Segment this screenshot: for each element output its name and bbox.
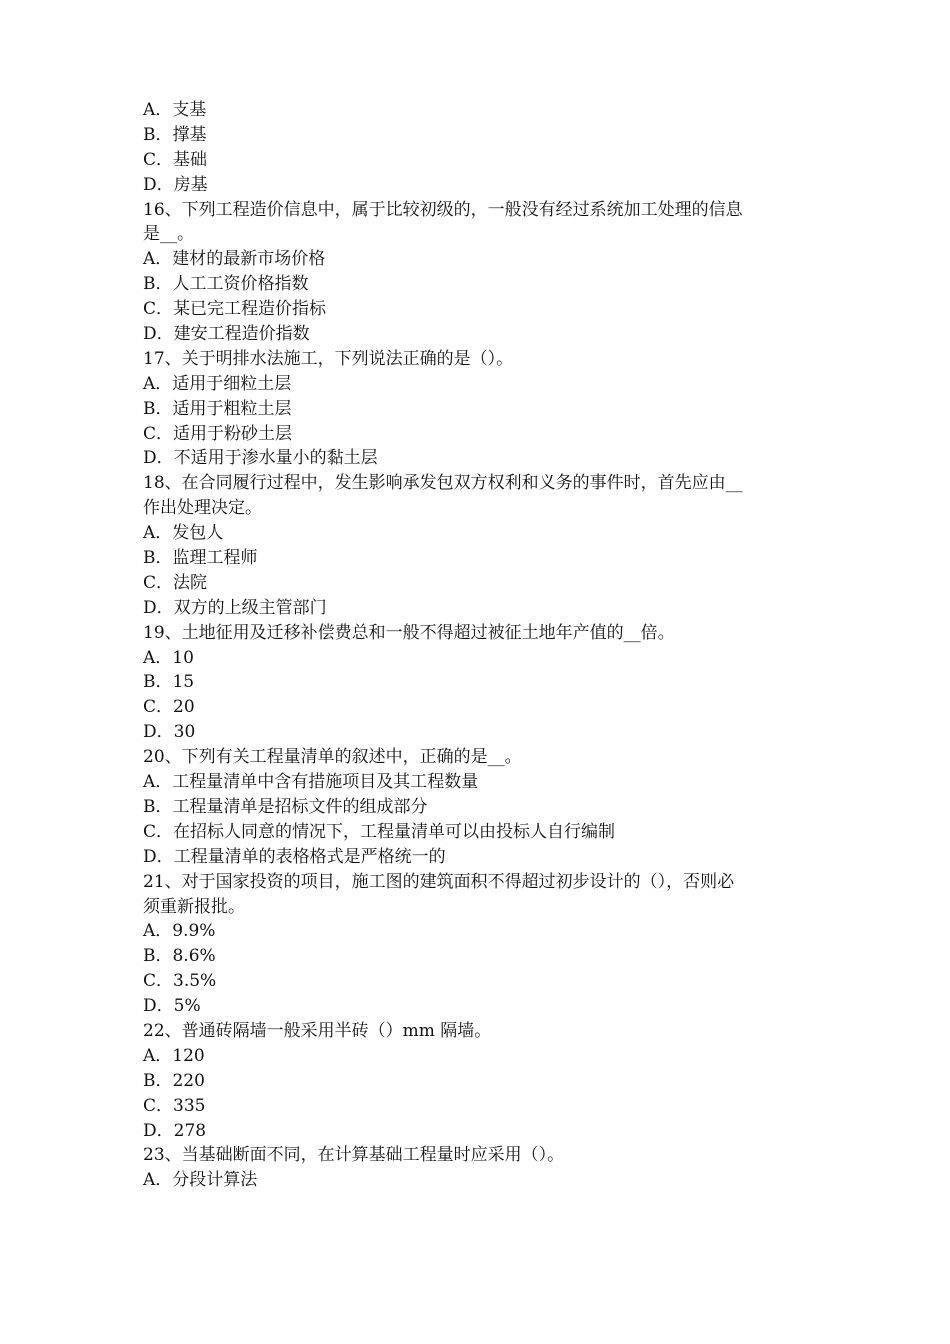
option-b: B．撑基 [143, 124, 207, 145]
option-a: A．10 [143, 647, 194, 668]
option-d: D．建安工程造价指数 [143, 324, 310, 345]
option-a: A．支基 [143, 100, 207, 120]
document-page [143, 98, 815, 1193]
question-22: 22、普通砖隔墙一般采用半砖（）mm 隔墙。 [143, 1020, 492, 1041]
option-c: C．335 [143, 1095, 206, 1116]
question-17: 17、关于明排水法施工，下列说法正确的是（）。 [143, 348, 514, 369]
option-d: D．278 [143, 1120, 207, 1141]
option-d: D．30 [143, 722, 196, 743]
question-23: 23、当基础断面不同，在计算基础工程量时应采用（）。 [143, 1145, 565, 1166]
question-18-continued: 作出处理决定。 [143, 498, 262, 519]
option-c: C．3.5% [143, 971, 217, 992]
question-21-continued: 须重新报批。 [143, 896, 245, 917]
question-21: 21、对于国家投资的项目，施工图的建筑面积不得超过初步设计的（），否则必 [143, 871, 735, 892]
option-a: A．分段计算法 [143, 1170, 258, 1191]
option-d: D．双方的上级主管部门 [143, 597, 327, 618]
option-d: D．5% [143, 996, 201, 1017]
question-20: 20、下列有关工程量清单的叙述中，正确的是__。 [143, 747, 522, 768]
option-c: C．基础 [143, 149, 208, 170]
option-b: B．人工工资价格指数 [143, 274, 309, 295]
option-a: A．发包人 [143, 523, 224, 544]
option-b: B．工程量清单是招标文件的组成部分 [143, 796, 428, 817]
option-b: B．监理工程师 [143, 548, 258, 569]
option-c: C．法院 [143, 572, 208, 593]
option-d: D．房基 [143, 174, 208, 195]
option-b: B．15 [143, 672, 195, 693]
option-b: B．适用于粗粒土层 [143, 398, 292, 419]
option-b: B．8.6% [143, 946, 216, 967]
option-d: D．不适用于渗水量小的黏土层 [143, 448, 378, 469]
option-a: A．工程量清单中含有措施项目及其工程数量 [143, 772, 479, 793]
option-a: A．120 [143, 1045, 205, 1066]
option-c: C．适用于粉砂土层 [143, 423, 293, 444]
question-19: 19、土地征用及迁移补偿费总和一般不得超过被征土地年产值的__倍。 [143, 622, 675, 643]
question-18: 18、在合同履行过程中，发生影响承发包双方权利和义务的事件时，首先应由__ [143, 473, 743, 494]
question-16: 16、下列工程造价信息中，属于比较初级的，一般没有经过系统加工处理的信息 [143, 199, 743, 220]
option-a: A．9.9% [143, 921, 216, 942]
option-c: C．20 [143, 697, 195, 718]
question-16-continued: 是__。 [143, 224, 194, 245]
option-a: A．适用于细粒土层 [143, 373, 292, 394]
option-c: C．在招标人同意的情况下，工程量清单可以由投标人自行编制 [143, 821, 616, 842]
option-a: A．建材的最新市场价格 [143, 249, 326, 270]
option-b: B．220 [143, 1070, 205, 1091]
option-c: C．某已完工程造价指标 [143, 299, 327, 320]
option-d: D．工程量清单的表格格式是严格统一的 [143, 846, 446, 867]
